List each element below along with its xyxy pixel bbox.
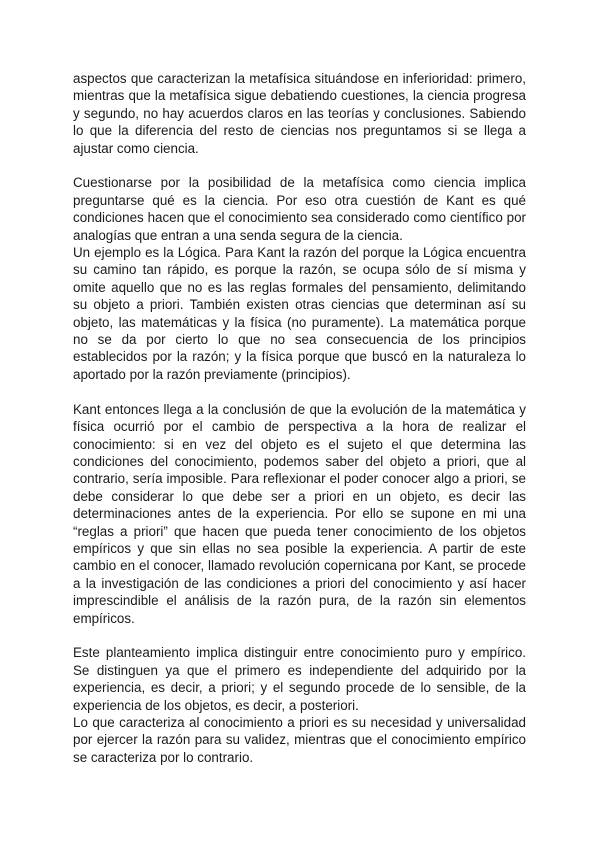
paragraph-science-question: Cuestionarse por la posibilidad de la metafísica como ciencia implica preguntarse qué es la ciencia. Por eso otra cuestión de Kant es qué condiciones hacen que el conocimiento sea considerado como científico por analogías que entran a una senda segura de la ciencia. (73, 175, 526, 243)
document-page (73, 70, 526, 766)
paragraph-pure-vs-empirical: Este planteamiento implica distinguir entre conocimiento puro y empírico. Se distinguen ya que el primero es independiente del adquirido por la experiencia, es decir, a priori; y el segundo procede de lo sensible, de la experiencia de los objetos, es decir, a posteriori. (73, 645, 526, 713)
paragraph-a-priori-characteristics: Lo que caracteriza al conocimiento a priori es su necesidad y universalidad por ejercer la razón para su validez, mientras que el conocimiento empírico se caracteriza por lo contrario. (73, 714, 526, 765)
paragraph-logic-example: Un ejemplo es la Lógica. Para Kant la razón del porque la Lógica encuentra su camino tan rápido, es porque la razón, se ocupa sólo de sí misma y omite aquello que no es las reglas formales del pensamiento, delimitando su objeto a priori. También existen otras ciencias que determinan así su objeto, las matemáticas y la física (no puramente). La matemática porque no se da por cierto lo que no sea consecuencia de los principios establecidos por la razón; y la física porque que buscó en la naturaleza lo aportado por la razón previamente (principios). (73, 245, 526, 382)
paragraph-copernican-revolution: Kant entonces llega a la conclusión de que la evolución de la matemática y física ocurrió por el cambio de perspectiva a la hora de realizar el conocimiento: si en vez del objeto es el sujeto el que determina las condiciones del conocimiento, podemos saber del objeto a priori, que al contrario, sería imposible. Para reflexionar el poder conocer algo a priori, se debe considerar lo que debe ser a priori en un objeto, es decir las determinaciones antes de la experiencia. Por ello se supone en mi una “reglas a priori” que hacen que pueda tener conocimiento de los objetos empíricos y que sin ellas no sea posible la experiencia. A partir de este cambio en el conocer, llamado revolución copernicana por Kant, se procede a la investigación de las condiciones a priori del conocimiento y así hacer imprescindible el análisis de la razón pura, de la razón sin elementos empíricos. (73, 401, 526, 626)
paragraph-metaphysics-inferiority: aspectos que caracterizan la metafísica situándose en inferioridad: primero, mientras que la metafísica sigue debatiendo cuestiones, la ciencia progresa y segundo, no hay acuerdos claros en las teorías y conclusiones. Sabiendo lo que la diferencia del resto de ciencias nos preguntamos si se llega a ajustar como ciencia. (73, 71, 526, 156)
